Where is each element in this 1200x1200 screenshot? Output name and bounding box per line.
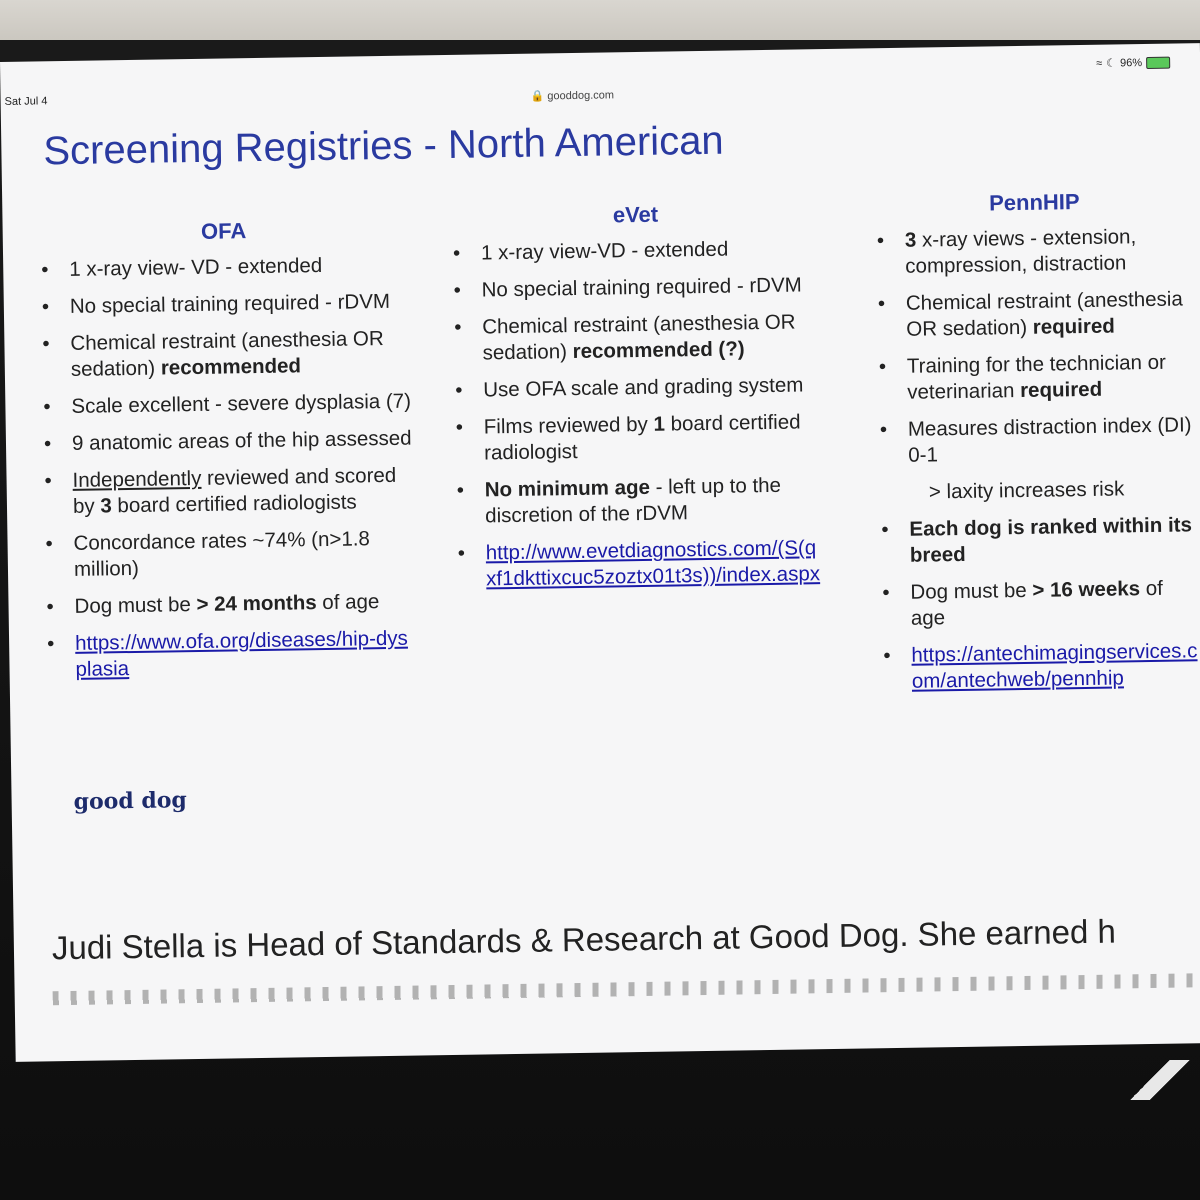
list-item: • Films reviewed by 1 board certified radiologist	[454, 409, 825, 467]
list-item: > laxity increases risk	[928, 477, 1125, 504]
ofa-link[interactable]: https://www.ofa.org/diseases/hip-dysplasia	[74, 626, 408, 681]
evet-list	[451, 235, 826, 593]
list-item: • 1 x-ray view- VD - extended	[39, 252, 409, 284]
battery-icon	[1146, 56, 1170, 68]
evet-heading: eVet	[612, 201, 659, 228]
list-item: • No minimum age - left up to the discretion of the rDVM	[455, 472, 826, 530]
list-item: • Chemical restraint (anesthesia OR sedation) recommended	[40, 326, 411, 384]
list-item: • No special training required - rDVM	[451, 272, 821, 304]
evet-link[interactable]: http://www.evetdiagnostics.com/(S(qxf1dkttixcuc5zoztx01t3s))/index.aspx	[485, 536, 821, 591]
ofa-heading: OFA	[200, 218, 247, 244]
good-dog-logo: good dog	[73, 787, 188, 815]
address-bar[interactable]: 🔒 gooddog.com	[530, 89, 615, 103]
wifi-icon: ≈	[1096, 57, 1103, 70]
list-item: • Chemical restraint (anesthesia OR sedation) required	[876, 286, 1197, 343]
list-item: • 1 x-ray view-VD - extended	[451, 235, 821, 267]
pennhip-heading: PennHIP	[988, 189, 1080, 216]
list-item: • Chemical restraint (anesthesia OR sedation) recommended (?)	[452, 309, 823, 367]
ofa-column	[39, 216, 416, 695]
url-text: gooddog.com	[547, 89, 615, 103]
slide-title: Screening Registries - North American	[43, 118, 724, 174]
list-item: • 3 x-ray views - extension, compression, distraction	[875, 223, 1196, 280]
list-item: • Measures distraction index (DI) 0-1	[878, 412, 1199, 469]
list-item: • Scale excellent - severe dysplasia (7)	[41, 389, 411, 421]
evet-column	[450, 199, 826, 604]
list-item	[881, 638, 1200, 695]
moon-icon: ☾	[1106, 57, 1117, 70]
battery-percent: 96%	[1120, 56, 1143, 69]
pennhip-list	[875, 223, 1200, 695]
article-caption: Judi Stella is Head of Standards & Research at Good Dog. She earned h	[51, 912, 1117, 967]
list-item: • Each dog is ranked within its breed	[879, 512, 1200, 569]
system-indicators	[1096, 56, 1170, 70]
pennhip-link[interactable]: https://antechimagingservices.com/antechweb/pennhip	[911, 639, 1198, 693]
list-item	[45, 626, 416, 684]
list-item: • Dog must be > 16 weeks of age	[880, 575, 1200, 632]
list-item: • Concordance rates ~74% (n>1.8 million)	[43, 526, 414, 584]
stand-reflection	[1130, 1060, 1190, 1100]
tablet-screen	[0, 43, 1200, 1062]
article-caption-cutoff	[53, 972, 1200, 1005]
pennhip-column	[874, 187, 1200, 706]
list-item: • Use OFA scale and grading system	[453, 372, 823, 404]
list-item: • No special training required - rDVM	[40, 289, 410, 321]
list-item: • Training for the technician or veterinarian required	[877, 349, 1198, 406]
status-date: Sat Jul 4	[4, 95, 48, 108]
list-item: • Independently reviewed and scored by 3 board certified radiologists	[42, 463, 413, 521]
list-item: • Dog must be > 24 months of age	[44, 589, 414, 621]
ofa-list	[39, 252, 416, 684]
list-item: • 9 anatomic areas of the hip assessed	[42, 426, 412, 458]
list-item	[456, 535, 827, 593]
